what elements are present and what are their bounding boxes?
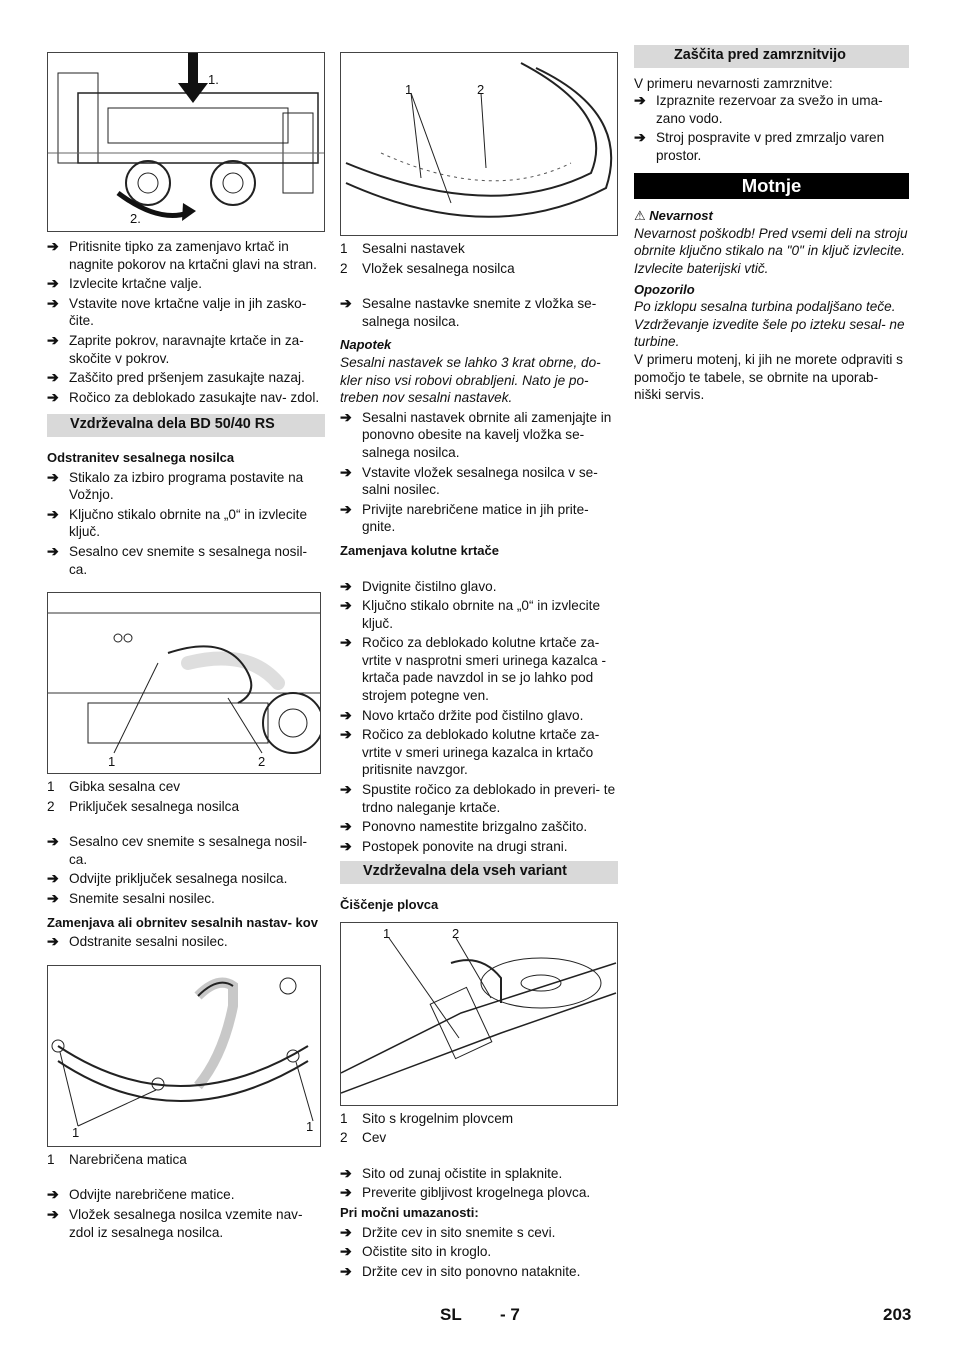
- arrow-icon: ➔: [47, 1186, 59, 1203]
- arrow-icon: ➔: [634, 129, 646, 146]
- danger-text: Nevarnost poškodb! Pred vsemi deli na stroju obrnite ključno stikalo na "0" in ključ izvlecite. Izvlecite baterijski vtič.: [634, 225, 908, 276]
- arrow-icon: ➔: [340, 408, 352, 425]
- brush-head-drawing: [48, 53, 324, 231]
- arrow-icon: ➔: [340, 500, 352, 517]
- figure-callout: 1: [405, 82, 413, 97]
- arrow-icon: ➔: [340, 837, 352, 854]
- step-item: ➔ Stroj pospravite v pred zmrzaljo varen prostor.: [634, 129, 885, 163]
- arrow-icon: ➔: [340, 295, 352, 312]
- arrow-icon: ➔: [47, 468, 59, 485]
- arrow-icon: ➔: [340, 1223, 352, 1240]
- step-list: [47, 238, 325, 406]
- step-item: ➔ Izvlecite krtačne valje.: [47, 275, 202, 292]
- step-item: ➔ Držite cev in sito ponovno nataknite.: [340, 1262, 581, 1279]
- arrow-icon: ➔: [47, 870, 59, 887]
- arrow-icon: ➔: [47, 1206, 59, 1223]
- figure-brush-replacement: [47, 52, 325, 232]
- arrow-icon: ➔: [47, 369, 59, 386]
- step-item: ➔ Odvijte narebričene matice.: [47, 1186, 235, 1203]
- step-item: ➔ Sito od zunaj očistite in splaknite.: [340, 1164, 563, 1181]
- arrow-icon: ➔: [47, 388, 59, 405]
- figure-callout: 2.: [130, 211, 141, 226]
- arrow-icon: ➔: [340, 1262, 352, 1279]
- step-item: ➔ Preverite gibljivost krogelnega plovca.: [340, 1184, 591, 1201]
- arrow-icon: ➔: [47, 542, 59, 559]
- step-item: ➔ Ključno stikalo obrnite na „0“ in izvlecite ključ.: [340, 597, 601, 631]
- step-item: ➔ Privijte narebričene matice in jih prite- gnite.: [340, 500, 589, 535]
- figure-callout: 1: [72, 1124, 80, 1140]
- arrow-icon: ➔: [47, 505, 59, 522]
- chapter-heading: Motnje: [634, 173, 909, 200]
- arrow-icon: ➔: [340, 706, 352, 723]
- section-heading: Vzdrževalna dela BD 50/40 RS: [47, 414, 325, 437]
- intro-text: V primeru nevarnosti zamrznitve:: [634, 75, 833, 91]
- column-2: [340, 52, 618, 1282]
- caution-text: Po izklopu sesalna turbina podaljšano teče. Vzdrževanje izvedite šele po izteku sesal- ne turbine.: [634, 299, 905, 350]
- step-item: ➔ Očistite sito in kroglo.: [340, 1243, 492, 1260]
- figure-callout: 1: [108, 754, 116, 770]
- figure-squeegee-blade: [340, 52, 618, 236]
- figure-callout: 2: [477, 82, 485, 97]
- subheading: Odstranitev sesalnega nosilca: [47, 449, 235, 465]
- subheading: Čiščenje plovca: [340, 897, 439, 912]
- legend-item: 1 Narebričena matica: [47, 1151, 187, 1167]
- figure-squeegee-nuts: [47, 965, 321, 1147]
- subheading: Zamenjava kolutne krtače: [340, 542, 499, 558]
- step-item: ➔ Pritisnite tipko za zamenjavo krtač in nagnite pokorov na krtačni glavi na stran.: [47, 238, 317, 272]
- footer-section: - 7: [500, 1305, 520, 1324]
- step-item: ➔ Dvignite čistilno glavo.: [340, 577, 497, 594]
- arrow-icon: ➔: [340, 1184, 352, 1201]
- step-item: ➔ Sesalni nastavek obrnite ali zamenjajte in ponovno obesite na kavelj vložka se- salnega nosilca.: [340, 408, 612, 460]
- figure-callout: 2: [452, 925, 460, 941]
- step-item: ➔ Odstranite sesalni nosilec.: [47, 933, 228, 950]
- legend-item: 2 Priključek sesalnega nosilca: [47, 798, 240, 814]
- subheading: Pri močni umazanosti:: [340, 1204, 479, 1220]
- step-item: ➔ Sesalno cev snemite s sesalnega nosil- ca.: [47, 833, 308, 867]
- step-item: ➔ Vstavite vložek sesalnega nosilca v se- salni nosilec.: [340, 463, 598, 498]
- step-item: ➔ Vložek sesalnega nosilca vzemite nav- zdol iz sesalnega nosilca.: [47, 1206, 303, 1240]
- step-item: ➔ Zaprite pokrov, naravnajte krtače in za- skočite v pokrov.: [47, 331, 304, 366]
- step-item: ➔ Ponovno namestite brizgalno zaščito.: [340, 818, 588, 835]
- legend-item: 1 Sito s krogelnim plovcem: [340, 1110, 514, 1126]
- arrow-icon: ➔: [340, 597, 352, 614]
- step-item: ➔ Novo krtačo držite pod čistilno glavo.: [340, 706, 584, 723]
- arrow-icon: ➔: [47, 933, 59, 950]
- arrow-icon: ➔: [340, 1243, 352, 1260]
- note-text: Sesalni nastavek se lahko 3 krat obrne, do- kler niso vsi robovi obrabljeni. Nato je po- treben nov sesalni nastavek.: [340, 354, 601, 406]
- arrow-icon: ➔: [340, 634, 352, 651]
- legend-item: 2 Vložek sesalnega nosilca: [340, 260, 515, 276]
- footer-language: SL: [440, 1305, 462, 1324]
- body-text: V primeru motenj, ki jih ne morete odpraviti s pomočjo te tabele, se obrnite na uporab- niški servis.: [634, 351, 903, 403]
- suction-hose-drawing: [48, 593, 320, 773]
- section-heading: Zaščita pred zamrznitvijo: [634, 45, 909, 68]
- note-title: Napotek: [340, 337, 392, 353]
- step-item: ➔ Odvijte priključek sesalnega nosilca.: [47, 870, 288, 887]
- step-item: ➔ Držite cev in sito snemite s cevi.: [340, 1223, 556, 1240]
- figure-suction-hose: [47, 592, 321, 774]
- arrow-icon: ➔: [47, 238, 59, 254]
- arrow-icon: ➔: [47, 275, 59, 292]
- figure-callout: 1: [306, 1118, 314, 1134]
- arrow-icon: ➔: [634, 92, 646, 109]
- legend-item: 1 Sesalni nastavek: [340, 241, 465, 256]
- warning-triangle-icon: ⚠: [634, 208, 646, 224]
- arrow-icon: ➔: [340, 818, 352, 835]
- arrow-icon: ➔: [340, 1164, 352, 1181]
- step-item: ➔ Postopek ponovite na drugi strani.: [340, 837, 568, 854]
- footer-page-number: 203: [883, 1305, 912, 1324]
- arrow-icon: ➔: [47, 294, 59, 311]
- step-item: ➔ Sesalno cev snemite s sesalnega nosil- ca.: [47, 542, 308, 577]
- step-item: ➔ Izpraznite rezervoar za svežo in uma- zano vodo.: [634, 92, 883, 126]
- figure-callout: 1: [383, 925, 391, 941]
- figure-float-sieve: [340, 922, 618, 1106]
- figure-callout: 1.: [208, 72, 219, 87]
- legend-item: 2 Cev: [340, 1130, 387, 1146]
- arrow-icon: ➔: [340, 577, 352, 594]
- arrow-icon: ➔: [340, 726, 352, 743]
- subheading: Zamenjava ali obrnitev sesalnih nastav- kov: [47, 914, 318, 930]
- arrow-icon: ➔: [47, 331, 59, 348]
- legend-item: 1 Gibka sesalna cev: [47, 779, 181, 795]
- arrow-icon: ➔: [340, 463, 352, 480]
- step-item: ➔ Stikalo za izbiro programa postavite na Vožnjo.: [47, 468, 304, 503]
- step-item: ➔ Sesalne nastavke snemite z vložka se- salnega nosilca.: [340, 295, 597, 329]
- step-item: ➔ Ključno stikalo obrnite na „0“ in izvlecite ključ.: [47, 505, 308, 540]
- arrow-icon: ➔: [340, 781, 352, 798]
- arrow-icon: ➔: [47, 890, 59, 907]
- arrow-icon: ➔: [47, 833, 59, 850]
- squeegee-holder-drawing: [48, 966, 320, 1146]
- step-item: ➔ Vstavite nove krtačne valje in jih zasko- čite.: [47, 294, 307, 329]
- step-item: ➔ Ročico za deblokado zasukajte nav- zdol.: [47, 388, 320, 405]
- step-item: ➔ Ročico za deblokado kolutne krtače za- vrtite v smeri urinega kazalca in krtačo pritisnite navzgor.: [340, 726, 600, 778]
- caution-title: Opozorilo: [634, 281, 695, 297]
- danger-heading: ⚠ Nevarnost: [634, 208, 713, 224]
- section-heading: Vzdrževalna dela vseh variant: [340, 861, 618, 884]
- step-item: ➔ Snemite sesalni nosilec.: [47, 890, 215, 907]
- column-3: [634, 45, 909, 404]
- step-item: ➔ Spustite ročico za deblokado in preveri- te trdno naleganje krtače.: [340, 781, 616, 815]
- float-sieve-drawing: [341, 923, 617, 1105]
- step-item: ➔ Ročico za deblokado kolutne krtače za- vrtite v nasprotni smeri urinega kazalca - krtača pade navzdol in se jo lahko pod strojem potegne ven.: [340, 634, 607, 704]
- column-1: [47, 52, 325, 1243]
- figure-callout: 2: [258, 754, 266, 770]
- step-item: ➔ Zaščito pred pršenjem zasukajte nazaj.: [47, 369, 305, 386]
